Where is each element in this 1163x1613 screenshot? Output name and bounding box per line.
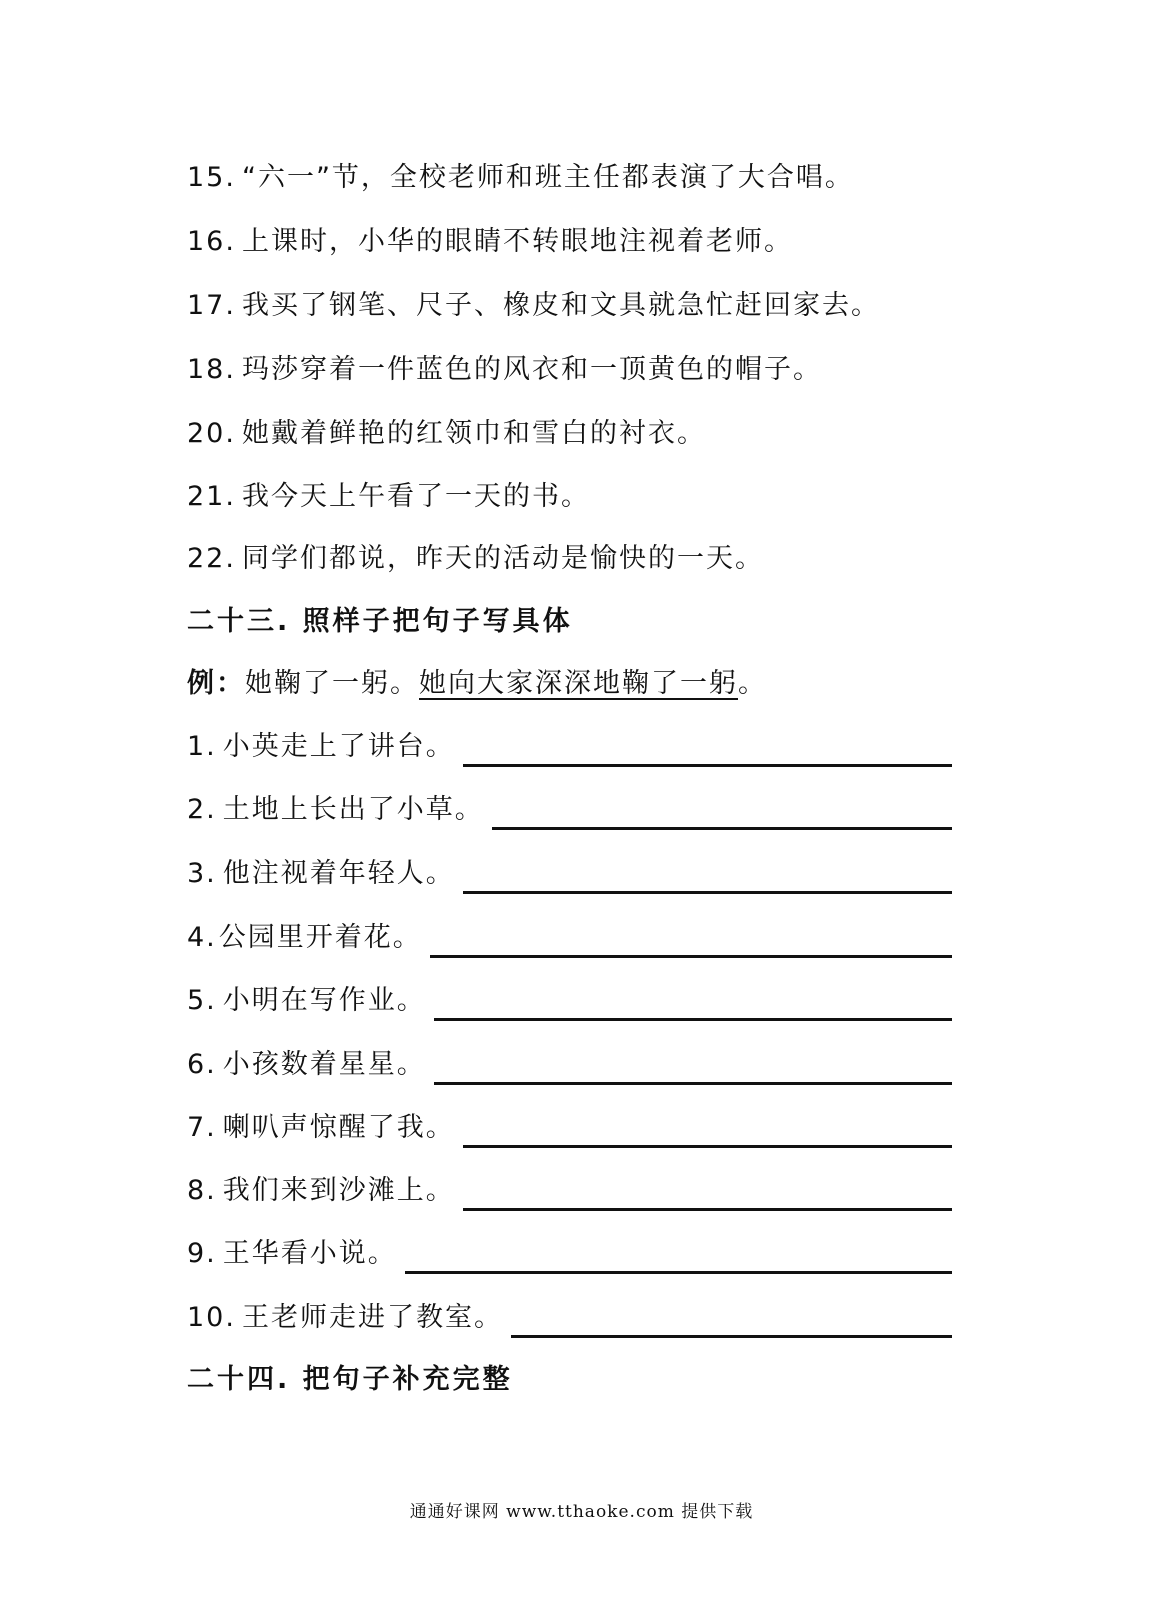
sentence-number: 21. (187, 481, 236, 512)
section-24-title: 二十四. 把句子补充完整 (187, 1364, 513, 1395)
sentence-number: 15. (187, 162, 236, 193)
item-text: 小孩数着星星。 (222, 1049, 426, 1080)
exercise-item-2 (187, 788, 952, 832)
item-number: 1. (187, 731, 217, 762)
sentence-text: 玛莎穿着一件蓝色的风衣和一顶黄色的帽子。 (241, 354, 822, 385)
sentence-number: 17. (187, 290, 236, 321)
answer-blank[interactable] (463, 1178, 952, 1211)
exercise-item-5 (187, 979, 952, 1023)
item-number: 8. (187, 1175, 217, 1206)
item-number: 10. (187, 1302, 236, 1333)
example-answer: 她向大家深深地鞠了一躬 (419, 668, 738, 699)
answer-blank[interactable] (463, 861, 952, 894)
sentence-20 (187, 412, 706, 456)
exercise-item-4 (187, 916, 952, 960)
item-text: 土地上长出了小草。 (222, 794, 484, 825)
sentence-number: 20. (187, 418, 236, 449)
sentence-number: 16. (187, 226, 236, 257)
example-label: 例： (187, 668, 245, 699)
sentence-16 (187, 220, 793, 264)
item-number: 7. (187, 1112, 217, 1143)
sentence-text: 她戴着鲜艳的红领巾和雪白的衬衣。 (241, 418, 706, 449)
item-text: 他注视着年轻人。 (222, 858, 455, 889)
answer-blank[interactable] (434, 1052, 952, 1085)
item-text: 王老师走进了教室。 (241, 1302, 503, 1333)
sentence-text: 我买了钢笔、尺子、橡皮和文具就急忙赶回家去。 (241, 290, 880, 321)
item-text: 喇叭声惊醒了我。 (222, 1112, 455, 1143)
sentence-text: 我今天上午看了一天的书。 (241, 481, 590, 512)
section-23-title: 二十三. 照样子把句子写具体 (187, 606, 573, 637)
exercise-item-7 (187, 1106, 952, 1150)
item-text: 公园里开着花。 (218, 922, 422, 953)
item-number: 3. (187, 858, 217, 889)
item-text: 我们来到沙滩上。 (222, 1175, 455, 1206)
item-number: 4. (187, 922, 217, 953)
answer-blank[interactable] (434, 988, 952, 1021)
answer-blank[interactable] (430, 925, 952, 958)
item-number: 5. (187, 985, 217, 1016)
sentence-17 (187, 284, 880, 328)
item-text: 小明在写作业。 (222, 985, 426, 1016)
sentence-text: “六一”节，全校老师和班主任都表演了大合唱。 (241, 162, 854, 193)
answer-blank[interactable] (511, 1305, 952, 1338)
item-number: 2. (187, 794, 217, 825)
sentence-15 (187, 156, 854, 200)
sentence-text: 同学们都说，昨天的活动是愉快的一天。 (241, 543, 764, 574)
example-end: 。 (738, 668, 767, 699)
item-text: 王华看小说。 (222, 1238, 397, 1269)
item-number: 6. (187, 1049, 217, 1080)
exercise-item-6 (187, 1043, 952, 1087)
answer-blank[interactable] (463, 1115, 952, 1148)
exercise-item-1 (187, 725, 952, 769)
sentence-number: 22. (187, 543, 236, 574)
exercise-item-9 (187, 1232, 952, 1276)
sentence-22 (187, 537, 764, 581)
example-line (187, 662, 767, 706)
exercise-item-8 (187, 1169, 952, 1213)
exercise-item-3 (187, 852, 952, 896)
answer-blank[interactable] (463, 734, 952, 767)
sentence-text: 上课时，小华的眼睛不转眼地注视着老师。 (241, 226, 793, 257)
sentence-21 (187, 475, 590, 519)
sentence-18 (187, 348, 822, 392)
example-sentence: 她鞠了一躬。 (245, 668, 419, 699)
item-number: 9. (187, 1238, 217, 1269)
footer-text: 通通好课网 www.tthaoke.com 提供下载 (409, 1502, 754, 1522)
item-text: 小英走上了讲台。 (222, 731, 455, 762)
answer-blank[interactable] (405, 1241, 952, 1274)
exercise-item-10 (187, 1296, 952, 1340)
answer-blank[interactable] (492, 797, 952, 830)
sentence-number: 18. (187, 354, 236, 385)
